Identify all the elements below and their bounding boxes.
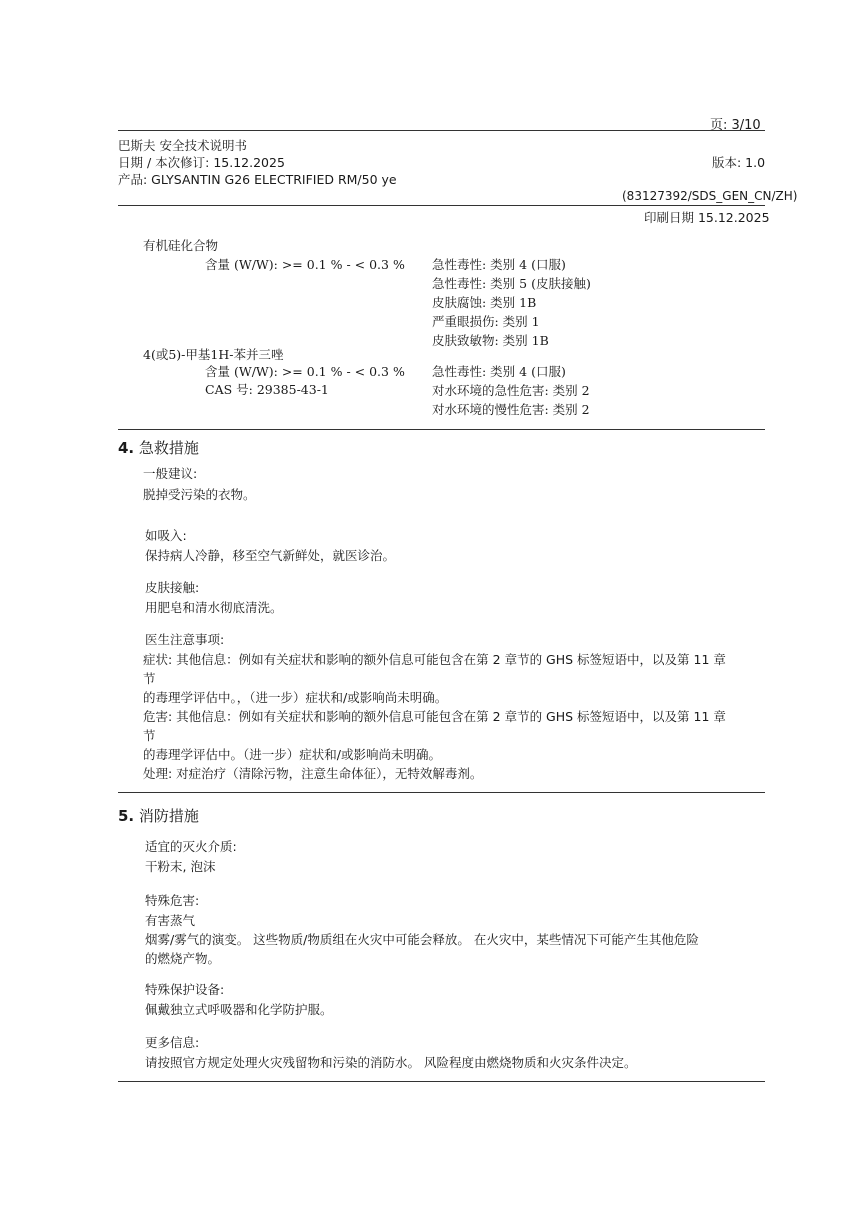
component-content: 含量 (W/W): >= 0.1 % - < 0.3 %: [205, 364, 405, 379]
product-name: 产品: GLYSANTIN G26 ELECTRIFIED RM/50 ye: [118, 172, 397, 187]
section-divider: [118, 429, 765, 430]
component-hazard-list: [432, 362, 590, 419]
symptoms-line: 的毒理学评估中。，（进一步）症状和/或影响尚未明确。: [143, 690, 448, 705]
skin-contact-text: 用肥皂和清水彻底清洗。: [145, 600, 283, 615]
section-divider: [118, 1081, 765, 1082]
hazard-item: 急性毒性: 类别 4 (口服): [432, 364, 566, 379]
symptoms-line: 症状: 其他信息：例如有关症状和影响的额外信息可能包含在第 2 章节的 GHS 标签短语中，以及第 11 章: [143, 652, 726, 667]
general-advice-text: 脱掉受污染的衣物。: [143, 487, 256, 502]
symptoms-line: 节: [143, 671, 156, 686]
component-content: 含量 (W/W): >= 0.1 % - < 0.3 %: [205, 257, 405, 272]
section-number: 5.: [118, 807, 135, 825]
special-hazards-line: 有害蒸气: [145, 913, 196, 928]
doctor-notes-label: 医生注意事项:: [145, 632, 225, 647]
inhalation-text: 保持病人冷静，移至空气新鲜处，就医诊治。: [145, 548, 396, 563]
further-info-text: 请按照官方规定处理火灾残留物和污染的消防水。 风险程度由燃烧物质和火灾条件决定。: [145, 1055, 637, 1070]
header-top-rule: [118, 130, 765, 131]
section-divider: [118, 792, 765, 793]
date-revision: 日期 / 本次修订: 15.12.2025: [118, 155, 285, 170]
special-hazards-line: 的燃烧产物。: [145, 951, 221, 966]
hazards-line: 的毒理学评估中。（进一步）症状和/或影响尚未明确。: [143, 747, 441, 762]
component-hazard-list: [432, 255, 591, 350]
hazard-item: 皮肤腐蚀: 类别 1B: [432, 295, 537, 310]
extinguishing-media-label: 适宜的灭火介质:: [145, 839, 237, 854]
section-5-heading: [118, 805, 199, 826]
skin-contact-label: 皮肤接触:: [145, 580, 200, 595]
doctor-notes-body: [143, 650, 768, 783]
special-hazards-body: [145, 911, 770, 968]
company-doc-title: 巴斯夫 安全技术说明书: [118, 138, 247, 153]
section-number: 4.: [118, 439, 135, 457]
general-advice-label: 一般建议:: [143, 466, 198, 481]
hazards-line: 危害: 其他信息：例如有关症状和影响的额外信息可能包含在第 2 章节的 GHS 标签短语中，以及第 11 章: [143, 709, 726, 724]
protective-equipment-label: 特殊保护设备:: [145, 982, 225, 997]
further-info-label: 更多信息:: [145, 1035, 200, 1050]
hazard-item: 急性毒性: 类别 5 (皮肤接触): [432, 276, 591, 291]
inhalation-label: 如吸入:: [145, 528, 187, 543]
header-bottom-rule: [118, 205, 765, 206]
section-title: 消防措施: [138, 807, 199, 825]
special-hazards-label: 特殊危害:: [145, 893, 200, 908]
section-title: 急救措施: [138, 439, 199, 457]
version: 版本: 1.0: [712, 155, 766, 170]
component-cas: CAS 号: 29385-43-1: [205, 382, 329, 397]
hazard-item: 对水环境的慢性危害: 类别 2: [432, 402, 590, 417]
component-name: 有机硅化合物: [143, 238, 219, 253]
hazard-item: 急性毒性: 类别 4 (口服): [432, 257, 566, 272]
component-name: 4(或5)-甲基1H-苯并三唑: [143, 347, 284, 362]
section-4-heading: [118, 437, 199, 458]
hazard-item: 严重眼损伤: 类别 1: [432, 314, 540, 329]
page-number: 页: 3/10: [710, 118, 761, 133]
hazard-item: 对水环境的急性危害: 类别 2: [432, 383, 590, 398]
protective-equipment-text: 佩戴独立式呼吸器和化学防护服。: [145, 1002, 333, 1017]
hazard-item: 皮肤致敏物: 类别 1B: [432, 333, 549, 348]
hazards-line: 节: [143, 728, 156, 743]
special-hazards-line: 烟雾/雾气的演变。 这些物质/物质组在火灾中可能会释放。 在火灾中，某些情况下可能产生其他危险: [145, 932, 699, 947]
print-date: 印刷日期 15.12.2025: [644, 210, 770, 225]
extinguishing-media-text: 干粉末, 泡沫: [145, 859, 216, 874]
doc-code: (83127392/SDS_GEN_CN/ZH): [622, 189, 798, 203]
treatment-line: 处理: 对症治疗（清除污物，注意生命体征），无特效解毒剂。: [143, 766, 483, 781]
